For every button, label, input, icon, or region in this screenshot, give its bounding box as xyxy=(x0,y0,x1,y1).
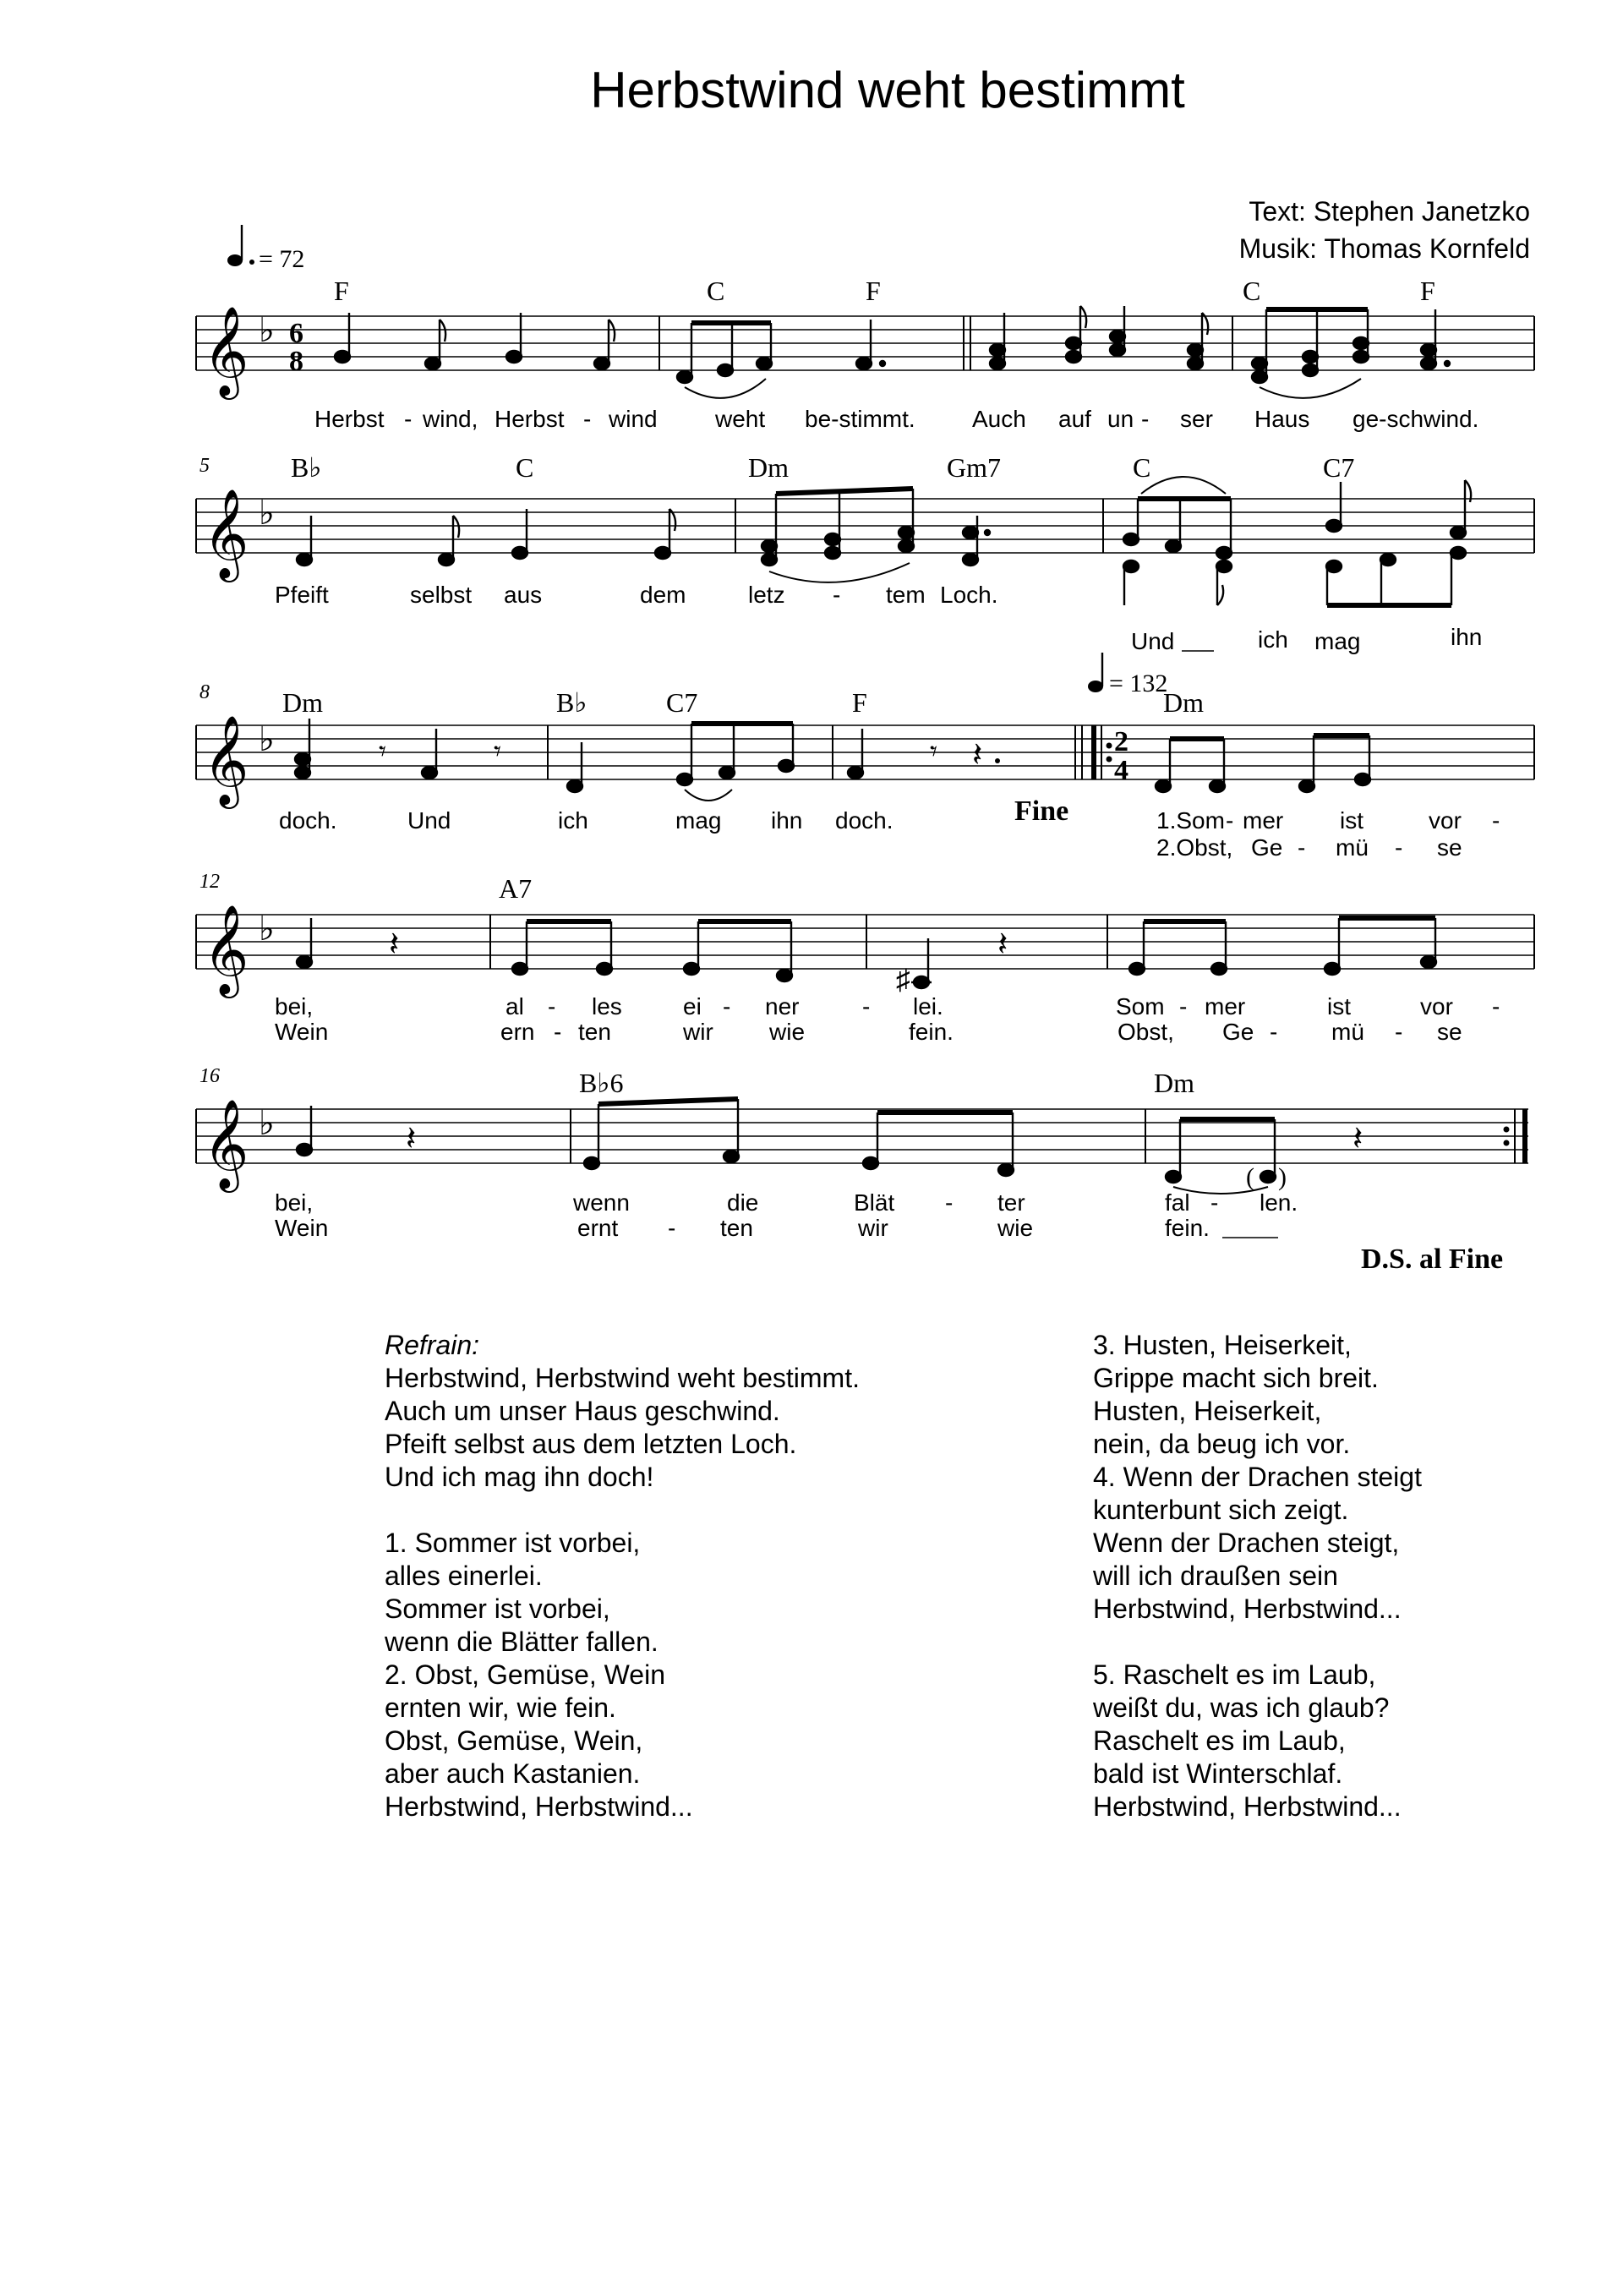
treble-clef-icon: 𝄞 xyxy=(203,1101,249,1187)
chord-symbol: Gm7 xyxy=(947,452,1001,483)
lyrics-line: Herbstwind, Herbstwind... xyxy=(385,1791,693,1822)
lyrics-line: 4. Wenn der Drachen steigt xyxy=(1093,1462,1422,1492)
lyric-syllable: - xyxy=(833,582,841,608)
lyric-syllable: - xyxy=(668,1215,676,1241)
lyric-syllable: tem xyxy=(886,582,926,608)
lyrics-system-1 xyxy=(314,406,1478,432)
lyric-syllable: selbst xyxy=(410,582,473,608)
lyric-syllable: aus xyxy=(504,582,543,608)
flat-key-signature-icon: ♭ xyxy=(259,720,275,758)
time-signature-denominator: 8 xyxy=(289,346,303,377)
lyric-syllable: doch. xyxy=(835,807,893,834)
lyric-syllable: Auch xyxy=(972,406,1026,432)
lyrics-line: Obst, Gemüse, Wein, xyxy=(385,1725,643,1756)
chord-symbols-system-3 xyxy=(282,687,1204,718)
lyric-syllable: ich xyxy=(558,807,588,834)
lyrics-line: bald ist Winterschlaf. xyxy=(1093,1758,1343,1789)
lyrics-line: alles einerlei. xyxy=(385,1561,543,1591)
lyrics-line: Und ich mag ihn doch! xyxy=(385,1462,654,1492)
chord-symbol: B♭ xyxy=(556,687,587,718)
lyric-syllable: mer xyxy=(1243,807,1284,834)
chord-symbol: C7 xyxy=(666,687,698,718)
time-signature-numerator: 6 xyxy=(289,318,303,349)
measure-number: 8 xyxy=(199,681,210,703)
lyric-syllable: ihn xyxy=(771,807,803,834)
stanza-gap xyxy=(385,1494,860,1527)
staff-system-4 xyxy=(196,871,1534,998)
song-title: Herbstwind weht bestimmt xyxy=(590,62,1185,118)
lyric-syllable: - xyxy=(1298,834,1306,861)
lyric-syllable: Und xyxy=(1131,628,1175,654)
lyric-syllable: Herbst xyxy=(495,406,565,432)
lyric-syllable: - xyxy=(583,406,592,432)
stanza-gap xyxy=(1093,1626,1422,1659)
lyric-syllable: wir xyxy=(683,1019,713,1045)
lyric-syllable: Som xyxy=(1116,993,1165,1020)
lyric-syllable: - xyxy=(1226,807,1234,834)
flat-key-signature-icon: ♭ xyxy=(259,311,275,349)
lyric-syllable: doch. xyxy=(279,807,337,834)
lyrics-system-4 xyxy=(275,993,1500,1045)
chord-symbol: C7 xyxy=(1323,452,1355,483)
lyrics-line: 1. Sommer ist vorbei, xyxy=(385,1528,641,1558)
tempo-marking-1 xyxy=(227,225,304,273)
lyric-syllable: - xyxy=(862,993,871,1020)
lyrics-column-1 xyxy=(385,1329,860,1823)
treble-clef-icon: 𝄞 xyxy=(203,308,249,394)
lyrics-line: Grippe macht sich breit. xyxy=(1093,1363,1379,1393)
lyric-syllable: ten xyxy=(578,1019,611,1045)
refrain-label: Refrain: xyxy=(385,1330,480,1360)
lyric-syllable: vor xyxy=(1420,993,1453,1020)
eighth-rest-icon: 𝄾 xyxy=(379,736,387,768)
chord-symbols-system-5 xyxy=(579,1068,1194,1098)
ds-al-fine-marking: D.S. al Fine xyxy=(1361,1244,1504,1275)
fine-marking: Fine xyxy=(1014,795,1069,827)
quarter-rest-icon: 𝄽 xyxy=(389,925,400,963)
lyric-syllable: - xyxy=(945,1189,954,1216)
lyrics-line: 3. Husten, Heiserkeit, xyxy=(1093,1330,1352,1360)
lyric-syllable: - xyxy=(1210,1189,1219,1216)
lyric-syllable: mer xyxy=(1205,993,1246,1020)
lyric-syllable: Und xyxy=(407,807,451,834)
lyric-syllable: ernt xyxy=(577,1215,619,1241)
notes-system-5 xyxy=(297,1099,1276,1183)
quarter-rest-icon: 𝄽 xyxy=(997,925,1008,963)
lyric-syllable: les xyxy=(592,993,622,1020)
chord-symbol: F xyxy=(866,276,881,306)
lyric-syllable: Wein xyxy=(275,1215,329,1241)
flat-key-signature-icon: ♭ xyxy=(259,1104,275,1142)
chord-symbol: C xyxy=(707,276,725,306)
lyric-syllable: Haus xyxy=(1254,406,1310,432)
measure-number: 12 xyxy=(199,871,220,893)
lyric-syllable: mag xyxy=(675,807,722,834)
lyric-syllable: weht xyxy=(715,406,766,432)
lyric-syllable: Pfeift xyxy=(275,582,329,608)
tempo-marking-2 xyxy=(1088,653,1167,697)
lyric-syllable: - xyxy=(1270,1019,1278,1045)
lyric-syllable: ich xyxy=(1258,626,1288,653)
lyric-syllable: - xyxy=(723,993,731,1020)
time-signature-denominator: 4 xyxy=(1114,755,1128,786)
lyrics-system-5 xyxy=(275,1189,1298,1241)
lyric-syllable: mag xyxy=(1314,628,1361,654)
lyric-syllable: mü xyxy=(1336,834,1369,861)
chord-symbol: B♭6 xyxy=(579,1068,624,1098)
lyric-syllable: lei. xyxy=(913,993,943,1020)
treble-clef-icon: 𝄞 xyxy=(203,906,249,992)
lyrics-column-2 xyxy=(1093,1329,1422,1823)
lyricist-credit: Text: Stephen Janetzko xyxy=(1249,196,1530,227)
time-signature-numerator: 2 xyxy=(1114,726,1128,757)
chord-symbol: C xyxy=(1243,276,1261,306)
eighth-rest-icon: 𝄾 xyxy=(494,736,502,768)
chord-symbol: Dm xyxy=(748,452,789,483)
eighth-rest-icon: 𝄾 xyxy=(930,736,938,768)
lyric-syllable: Ge xyxy=(1251,834,1283,861)
lyric-syllable: auf xyxy=(1058,406,1091,432)
lyric-syllable: fein. xyxy=(909,1019,954,1045)
chord-symbols-system-1 xyxy=(334,276,1435,306)
lyrics-line: ernten wir, wie fein. xyxy=(385,1692,616,1723)
notes-system-1 xyxy=(335,306,1450,383)
lyric-syllable: Herbst xyxy=(314,406,385,432)
lyric-syllable: ist xyxy=(1327,993,1351,1020)
lyrics-line: 2. Obst, Gemüse, Wein xyxy=(385,1659,665,1690)
lyric-syllable: fein. xyxy=(1165,1215,1210,1241)
lyric-syllable: al xyxy=(505,993,524,1020)
flat-key-signature-icon: ♭ xyxy=(259,910,275,948)
lyric-syllable: mü xyxy=(1331,1019,1364,1045)
lyric-syllable: - xyxy=(404,406,413,432)
lyric-syllable: vor xyxy=(1429,807,1462,834)
lyric-syllable: ser xyxy=(1180,406,1213,432)
lyrics-line: weißt du, was ich glaub? xyxy=(1093,1692,1390,1723)
lyric-syllable: ten xyxy=(720,1215,753,1241)
lyric-syllable: - xyxy=(554,1019,562,1045)
lyrics-line: Herbstwind, Herbstwind... xyxy=(1093,1594,1402,1624)
lyric-syllable: fal xyxy=(1165,1189,1190,1216)
lyric-syllable: wind, xyxy=(423,406,478,432)
lyric-syllable: - xyxy=(1492,993,1500,1020)
flat-key-signature-icon: ♭ xyxy=(259,494,275,532)
lyrics-line: aber auch Kastanien. xyxy=(385,1758,641,1789)
lyric-syllable: wenn xyxy=(573,1189,630,1216)
chord-symbol: F xyxy=(334,276,349,306)
lyrics-line: 5. Raschelt es im Laub, xyxy=(1093,1659,1376,1690)
sharp-accidental-icon: ♯ xyxy=(896,965,910,996)
lyric-syllable: wir xyxy=(858,1215,888,1241)
lyric-syllable: be-stimmt. xyxy=(805,406,915,432)
lyric-syllable: Blät xyxy=(854,1189,895,1216)
chord-symbol: Dm xyxy=(1163,687,1204,718)
lyric-syllable: wind xyxy=(609,406,658,432)
lyric-syllable: letz xyxy=(748,582,785,608)
lyric-syllable: ist xyxy=(1340,807,1363,834)
chord-symbol: F xyxy=(852,687,867,718)
chord-symbol: Dm xyxy=(1154,1068,1194,1098)
lyric-syllable: Loch. xyxy=(940,582,998,608)
lyrics-line: Pfeift selbst aus dem letzten Loch. xyxy=(385,1429,797,1459)
lyric-syllable: bei, xyxy=(275,1189,314,1216)
chord-symbol: F xyxy=(1420,276,1435,306)
lyric-syllable: se xyxy=(1437,834,1462,861)
lyric-syllable: Wein xyxy=(275,1019,329,1045)
tempo-value-2: = 132 xyxy=(1109,670,1168,697)
lyrics-line: Husten, Heiserkeit, xyxy=(1093,1396,1322,1426)
lyric-syllable: len. xyxy=(1260,1189,1298,1216)
lyric-syllable: ner xyxy=(765,993,800,1020)
parenthesis-open-icon: ( xyxy=(1246,1163,1254,1191)
lyric-syllable: - xyxy=(1395,1019,1403,1045)
tempo-value-1: = 72 xyxy=(259,245,305,273)
lyric-syllable: - xyxy=(1395,834,1403,861)
lyric-syllable: - xyxy=(1141,406,1150,432)
lyrics-line: Herbstwind, Herbstwind weht bestimmt. xyxy=(385,1363,860,1393)
chord-symbol: Dm xyxy=(282,687,323,718)
lyrics-system-2 xyxy=(275,582,1482,654)
rest-icons xyxy=(379,735,1000,774)
quarter-rest-icon: 𝄽 xyxy=(406,1119,417,1157)
lyric-syllable: 2.Obst, xyxy=(1156,834,1233,861)
lyric-syllable: - xyxy=(1492,807,1500,834)
lyrics-line: Sommer ist vorbei, xyxy=(385,1594,610,1624)
lyric-syllable: wie xyxy=(997,1215,1034,1241)
lyric-syllable: - xyxy=(1179,993,1188,1020)
chord-symbols-system-4 xyxy=(499,873,532,904)
chord-symbol: A7 xyxy=(499,873,533,904)
staff-system-5 xyxy=(196,1065,1528,1194)
lyric-syllable: Ge xyxy=(1222,1019,1254,1045)
lyric-syllable: ter xyxy=(997,1189,1025,1216)
lyrics-line: nein, da beug ich vor. xyxy=(1093,1429,1351,1459)
lyric-syllable: ihn xyxy=(1451,624,1483,650)
staff-system-1 xyxy=(196,306,1534,400)
quarter-rest-icon: 𝄽 xyxy=(1352,1119,1363,1157)
parenthesis-close-icon: ) xyxy=(1278,1163,1287,1191)
lyrics-line: Raschelt es im Laub, xyxy=(1093,1725,1346,1756)
measure-number: 5 xyxy=(199,455,210,477)
lyrics-line: wenn die Blätter fallen. xyxy=(385,1626,658,1657)
quarter-rest-icon: 𝄽 xyxy=(972,735,983,774)
lyric-syllable: - xyxy=(548,993,556,1020)
lyric-syllable: Obst, xyxy=(1118,1019,1174,1045)
lyrics-line: will ich draußen sein xyxy=(1093,1561,1338,1591)
treble-clef-icon: 𝄞 xyxy=(203,717,249,803)
treble-clef-icon: 𝄞 xyxy=(203,490,249,577)
measure-number: 16 xyxy=(199,1065,220,1087)
lyric-syllable: ern xyxy=(500,1019,535,1045)
chord-symbol: C xyxy=(516,452,534,483)
lyric-syllable: se xyxy=(1437,1019,1462,1045)
lyric-syllable: die xyxy=(727,1189,759,1216)
chord-symbol: B♭ xyxy=(291,452,322,483)
lyric-syllable: 1.Som xyxy=(1156,807,1225,834)
lyric-syllable: bei, xyxy=(275,993,314,1020)
chord-symbol: C xyxy=(1133,452,1151,483)
lyrics-line: Herbstwind, Herbstwind... xyxy=(1093,1791,1402,1822)
lyric-syllable: ei xyxy=(683,993,702,1020)
lyrics-system-3 xyxy=(279,807,1500,861)
composer-credit: Musik: Thomas Kornfeld xyxy=(1238,233,1530,264)
lyric-syllable: dem xyxy=(640,582,686,608)
lyrics-line: Wenn der Drachen steigt, xyxy=(1093,1528,1400,1558)
lyric-syllable: ge-schwind. xyxy=(1352,406,1479,432)
lyric-syllable: un xyxy=(1107,406,1134,432)
lyrics-line: kunterbunt sich zeigt. xyxy=(1093,1495,1349,1525)
lyric-syllable: wie xyxy=(769,1019,806,1045)
lyrics-line: Auch um unser Haus geschwind. xyxy=(385,1396,780,1426)
